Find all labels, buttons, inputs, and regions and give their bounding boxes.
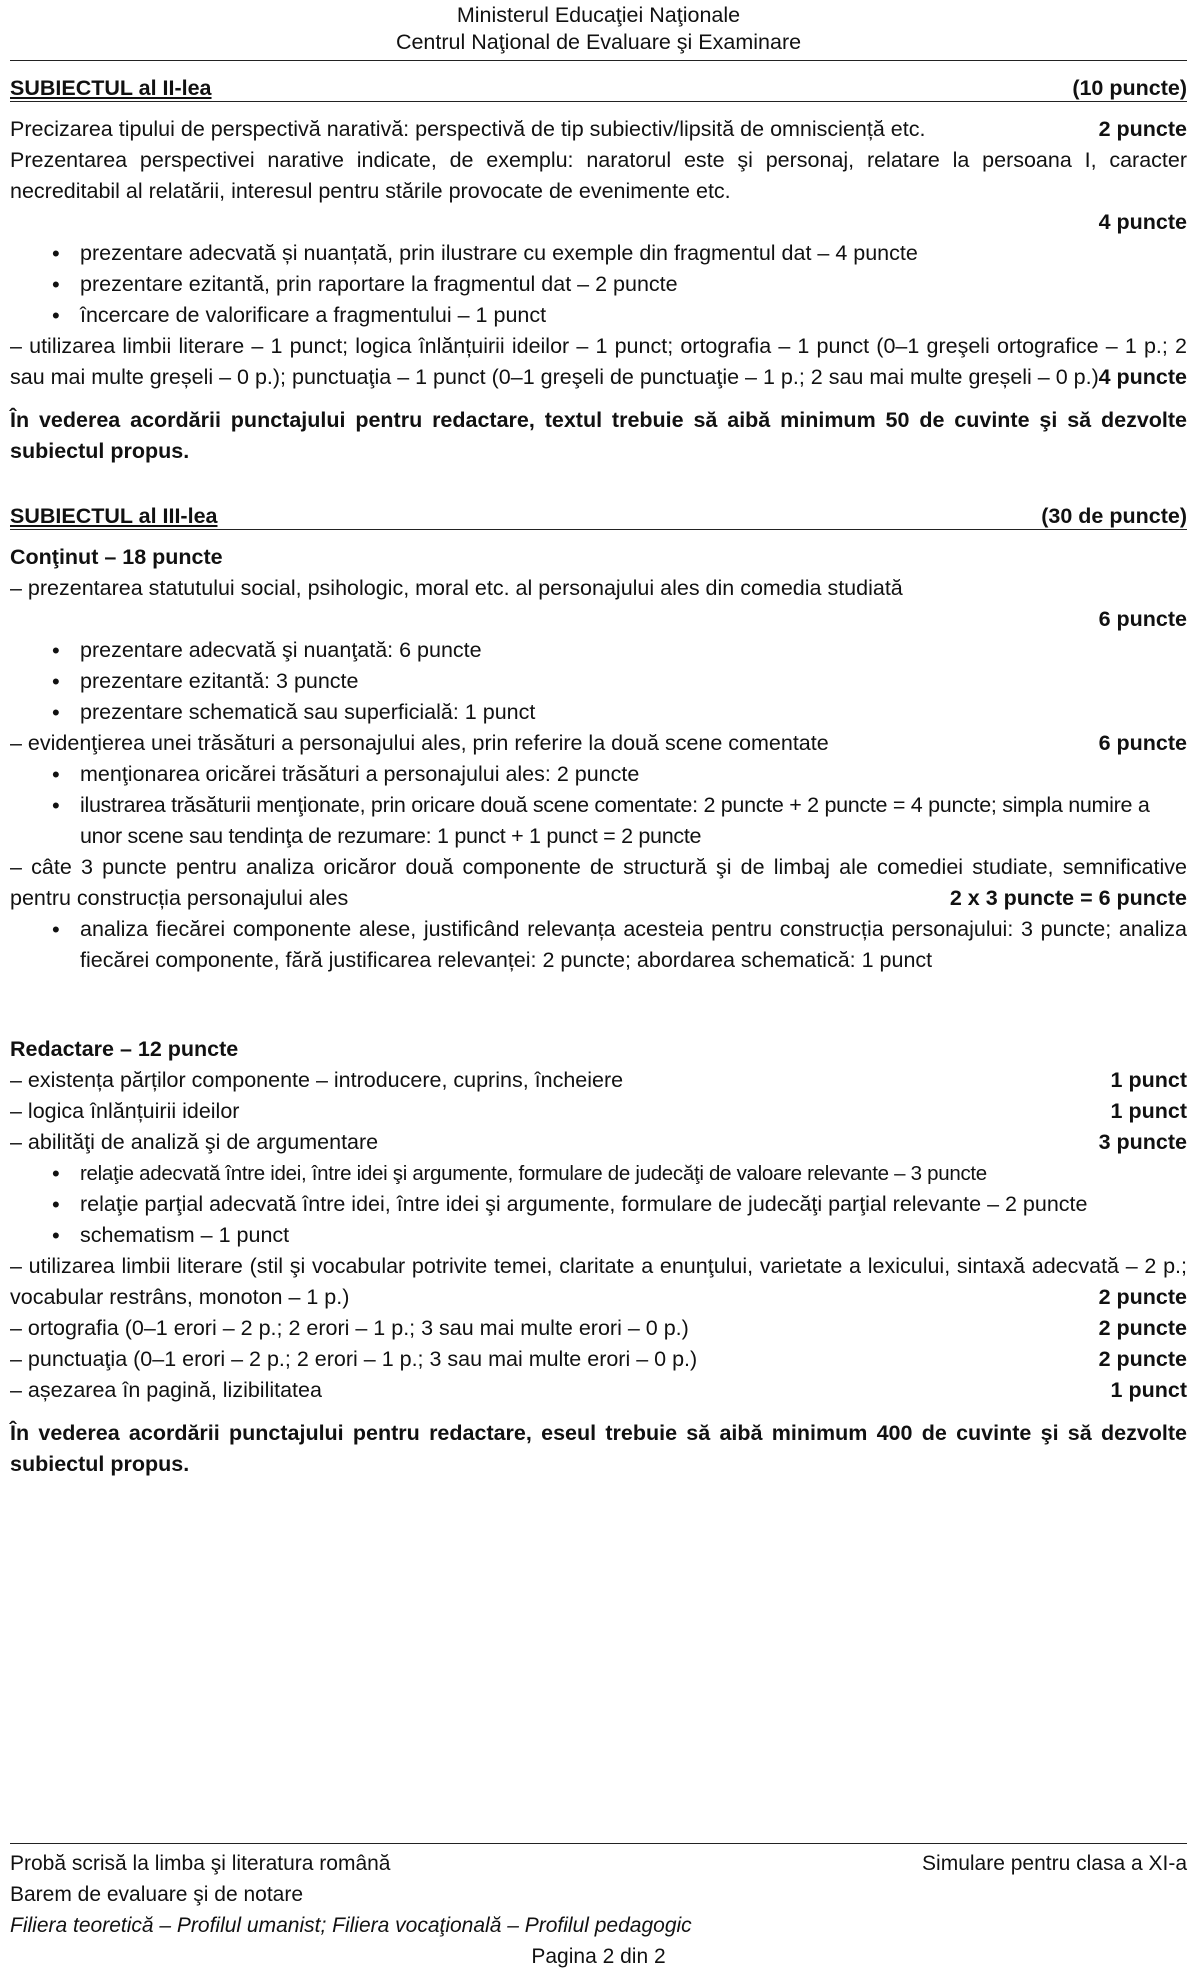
s3-content-1-list	[10, 635, 1187, 728]
list-item: • prezentare adecvată și nuanțată, prin ilustrare cu exemple din fragmentul dat – 4 puncte	[52, 238, 1187, 269]
section-2-heading	[10, 75, 1187, 102]
content-title: Conţinut – 18 puncte	[10, 545, 223, 569]
page-number: Pagina 2 din 2	[531, 1945, 666, 1968]
redactare-item-1-text: – existența părților componente – introducere, cuprins, încheiere	[10, 1068, 624, 1092]
section-3-points: (30 de puncte)	[1041, 504, 1187, 528]
s3-content-2-list	[10, 759, 1187, 852]
redactare-item-6-points: 2 puncte	[1098, 1347, 1187, 1371]
page-header	[10, 0, 1187, 56]
s2-item-1	[10, 114, 1187, 145]
s2-item-3-text: – utilizarea limbii literare – 1 punct; logica înlănțuirii ideilor – 1 punct; ortografia – 1 punct (0–1 greşeli ortografice – 1 p.; 2 sau mai multe greșeli – 0 p.); punctuaţia – 1 punct (0–1 greşeli de punctuaţie – 1 p.; 2 sau mai multe greșeli – 0 p.)	[10, 334, 1187, 389]
redactare-item-3-list	[10, 1158, 1187, 1251]
footer-exam-name: Probă scrisă la limba şi literatura română	[10, 1852, 391, 1875]
redactare-item-7	[10, 1375, 1187, 1406]
footer-exam-type: Simulare pentru clasa a XI-a	[922, 1852, 1187, 1875]
s2-item-2-points: 4 puncte	[1098, 210, 1187, 234]
redactare-item-2	[10, 1096, 1187, 1127]
footer-document-type: Barem de evaluare şi de notare	[10, 1883, 304, 1906]
redactare-item-6-text: – punctuaţia (0–1 erori – 2 p.; 2 erori – 1 p.; 3 sau mai multe erori – 0 p.)	[10, 1347, 698, 1371]
list-item: • relaţie parţial adecvată între idei, între idei şi argumente, formulare de judecăţi parţial relevante – 2 puncte	[52, 1189, 1187, 1220]
s3-content-1-text: – prezentarea statutului social, psihologic, moral etc. al personajului ales din comedia studiată	[10, 576, 903, 600]
s2-note: În vederea acordării punctajului pentru redactare, textul trebuie să aibă minimum 50 de cuvinte şi să dezvolte subiectul propus.	[10, 408, 1187, 463]
list-item: • relaţie adecvată între idei, între idei şi argumente, formulare de judecăţi de valoare relevante – 3 puncte	[52, 1158, 1187, 1189]
s3-content-2	[10, 728, 1187, 759]
list-item: • prezentare ezitantă, prin raportare la fragmentul dat – 2 puncte	[52, 269, 1187, 300]
redactare-item-3-points: 3 puncte	[1098, 1130, 1187, 1154]
s3-content-3-points: 2 x 3 puncte = 6 puncte	[949, 886, 1187, 910]
s3-note: În vederea acordării punctajului pentru redactare, eseul trebuie să aibă minimum 400 de cuvinte şi să dezvolte subiectul propus.	[10, 1421, 1187, 1476]
list-item: • analiza fiecărei componente alese, justificând relevanța acesteia pentru construcția personajului: 3 puncte; analiza fiecărei componente, fără justificarea relevanței: 2 puncte; abordarea schematică: 1 punct	[52, 914, 1187, 976]
header-rule	[10, 60, 1187, 61]
redactare-item-4-text: – utilizarea limbii literare (stil şi vocabular potrivite temei, claritate a enunţului, varietate a lexicului, sintaxă adecvată – 2 p.; vocabular restrâns, monoton – 1 p.)	[10, 1254, 1187, 1309]
redactare-item-3	[10, 1127, 1187, 1158]
s2-item-2-text: Prezentarea perspectivei narative indicate, de exemplu: naratorul este şi personaj, relatare la persoana I, caracter necreditabil al relatării, interesul pentru stările provocate de evenimente etc.	[10, 148, 1187, 203]
section-3-title: SUBIECTUL al III-lea	[10, 504, 218, 528]
redactare-item-5-text: – ortografia (0–1 erori – 2 p.; 2 erori – 1 p.; 3 sau mai multe erori – 0 p.)	[10, 1316, 689, 1340]
redactare-item-5-points: 2 puncte	[1098, 1316, 1187, 1340]
section-2-title: SUBIECTUL al II-lea	[10, 76, 212, 100]
redactare-item-3-text: – abilităţi de analiză şi de argumentare	[10, 1130, 379, 1154]
s3-content-2-text: – evidenţierea unei trăsături a personajului ales, prin referire la două scene comentate	[10, 731, 829, 755]
s2-bullet-list	[10, 238, 1187, 331]
redactare-item-4-points: 2 puncte	[1098, 1285, 1187, 1309]
section-2-points: (10 puncte)	[1072, 76, 1187, 100]
header-ministry: Ministerul Educaţiei Naţionale	[456, 3, 741, 27]
s2-item-1-text: Precizarea tipului de perspectivă narativă: perspectivă de tip subiectiv/lipsită de omnisciență etc.	[10, 117, 926, 141]
s2-item-1-points: 2 puncte	[1098, 117, 1187, 141]
s3-content-3-list	[10, 914, 1187, 976]
section-3-heading	[10, 503, 1187, 530]
s2-item-3-points: 4 puncte	[1098, 365, 1187, 389]
list-item: • menţionarea oricărei trăsături a personajului ales: 2 puncte	[52, 759, 1187, 790]
list-item: • încercare de valorificare a fragmentului – 1 punct	[52, 300, 1187, 331]
header-center: Centrul Naţional de Evaluare şi Examinare	[395, 30, 802, 54]
redactare-item-1	[10, 1065, 1187, 1096]
redactare-item-2-points: 1 punct	[1110, 1099, 1187, 1123]
redactare-item-7-points: 1 punct	[1110, 1378, 1187, 1402]
redactare-item-1-points: 1 punct	[1110, 1068, 1187, 1092]
s3-content-3-text: – câte 3 puncte pentru analiza oricăror două componente de structură şi de limbaj ale comediei studiate, semnificative pentru construcția personajului ales	[10, 855, 1187, 910]
redactare-item-7-text: – așezarea în pagină, lizibilitatea	[10, 1378, 322, 1402]
redactare-item-2-text: – logica înlănțuirii ideilor	[10, 1099, 240, 1123]
footer-profile: Filiera teoretică – Profilul umanist; Filiera vocaţională – Profilul pedagogic	[10, 1914, 692, 1937]
redactare-item-6	[10, 1344, 1187, 1375]
list-item: • prezentare adecvată şi nuanţată: 6 puncte	[52, 635, 1187, 666]
list-item: • prezentare ezitantă: 3 puncte	[52, 666, 1187, 697]
s2-item-3	[10, 331, 1187, 393]
list-item: • schematism – 1 punct	[52, 1220, 1187, 1251]
list-item: • ilustrarea trăsăturii menţionate, prin oricare două scene comentate: 2 puncte + 2 puncte = 4 puncte; simpla numire a unor scene sau tendinţa de rezumare: 1 punct + 1 punct = 2 puncte	[52, 790, 1187, 852]
s3-content-1-points: 6 puncte	[1098, 607, 1187, 631]
document-page	[10, 0, 1187, 1988]
s3-content-2-points: 6 puncte	[1098, 731, 1187, 755]
list-item: • prezentare schematică sau superficială: 1 punct	[52, 697, 1187, 728]
redactare-item-5	[10, 1313, 1187, 1344]
redactare-title: Redactare – 12 puncte	[10, 1037, 239, 1061]
page-footer	[10, 1843, 1187, 1972]
